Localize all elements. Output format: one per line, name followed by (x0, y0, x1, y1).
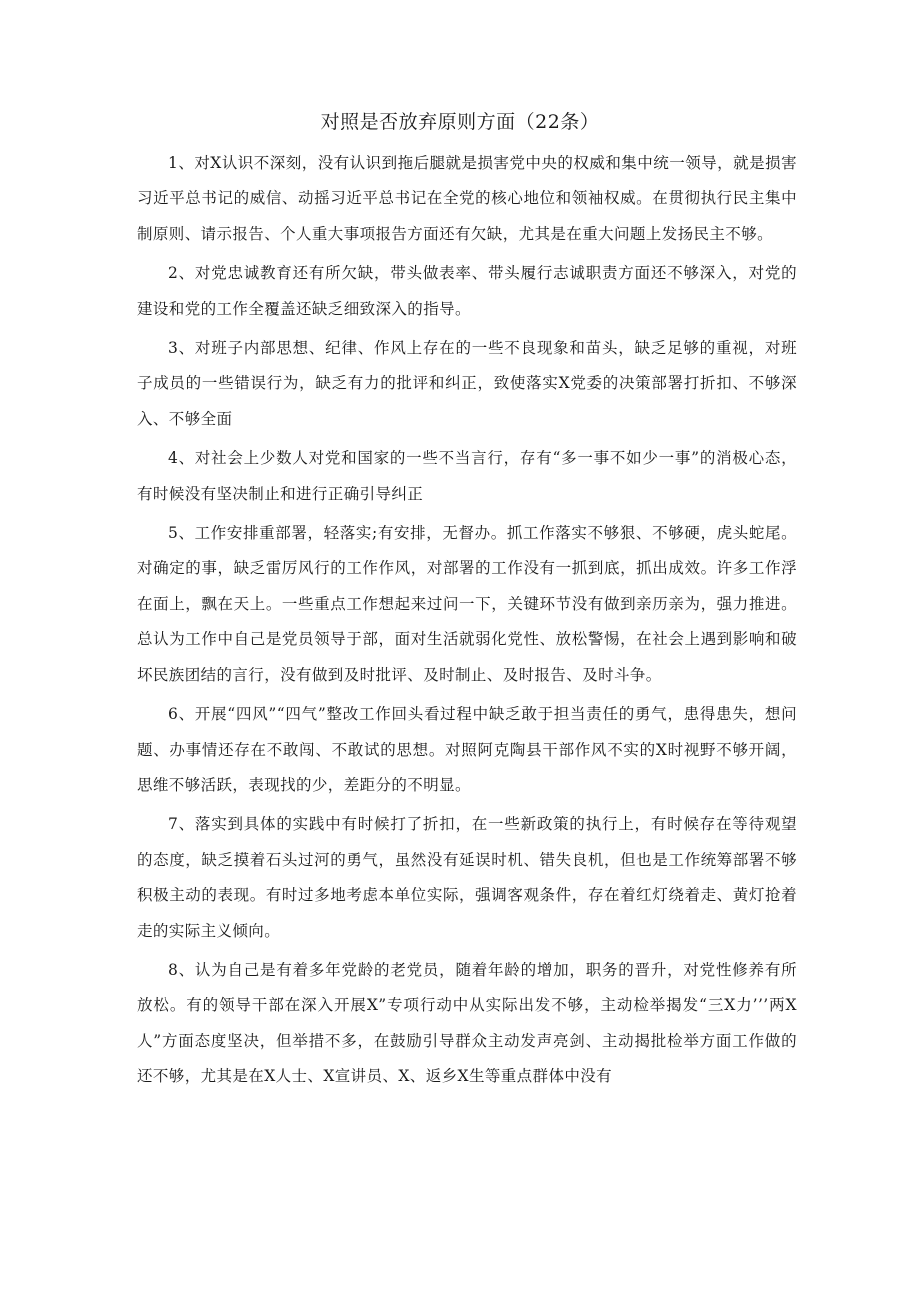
paragraph-2: 2、对党忠诚教育还有所欠缺，带头做表率、带头履行志诚职责方面还不够深入，对党的建设和党的工作全覆盖还缺乏细致深入的指导。 (137, 264, 797, 318)
paragraph-1: 1、对X认识不深刻，没有认识到拖后腿就是损害党中央的权威和集中统一领导，就是损害习近平总书记的威信、动摇习近平总书记在全党的核心地位和领袖权威。在贯彻执行民主集中制原则、请示报告、个人重大事项报告方面还有欠缺，尤其是在重大问题上发扬民主不够。 (137, 154, 797, 243)
paragraph-7: 7、落实到具体的实践中有时候打了折扣，在一些新政策的执行上，有时候存在等待观望的态度，缺乏摸着石头过河的勇气，虽然没有延误时机、错失良机，但也是工作统筹部署不够积极主动的表现。有时过多地考虑本单位实际，强调客观条件，存在着红灯绕着走、黄灯抢着走的实际主义倾向。 (137, 815, 797, 940)
paragraph-3: 3、对班子内部思想、纪律、作风上存在的一些不良现象和苗头，缺乏足够的重视，对班子成员的一些错误行为，缺乏有力的批评和纠正，致使落实X党委的决策部署打折扣、不够深入、不够全面 (137, 339, 797, 428)
paragraph-4: 4、对社会上少数人对党和国家的一些不当言行，存有“多一事不如少一事”的消极心态，有时候没有坚决制止和进行正确引导纠正 (137, 449, 797, 503)
document-title: 对照是否放弃原则方面（22条） (320, 111, 600, 133)
paragraph-8: 8、认为自己是有着多年党龄的老党员，随着年龄的增加，职务的晋升，对党性修养有所放松。有的领导干部在深入开展X”专项行动中从实际出发不够，主动检举揭发“三X力’’’两X人”方面态度坚决，但举措不多，在鼓励引导群众主动发声亮剑、主动揭批检举方面工作做的还不够，尤其是在X人士、X宣讲员、X、返乡X生等重点群体中没有 (137, 960, 797, 1086)
paragraph-6: 6、开展“四风”“四气”整改工作回头看过程中缺乏敢于担当责任的勇气，患得患失，想问题、办事情还存在不敢闯、不敢试的思想。对照阿克陶县干部作风不实的X时视野不够开阔，思维不够活跃，表现找的少，差距分的不明显。 (137, 705, 797, 794)
document-body (137, 146, 797, 1099)
paragraph-5: 5、工作安排重部署，轻落实;有安排，无督办。抓工作落实不够狠、不够硬，虎头蛇尾。对确定的事，缺乏雷厉风行的工作作风，对部署的工作没有一抓到底，抓出成效。许多工作浮在面上，飘在天上。一些重点工作想起来过问一下，关键环节没有做到亲历亲为，强力推进。总认为工作中自己是党员领导于部，面对生活就弱化党性、放松警惕，在社会上遇到影响和破坏民族团结的言行，没有做到及时批评、及时制止、及时报告、及时斗争。 (137, 524, 797, 684)
